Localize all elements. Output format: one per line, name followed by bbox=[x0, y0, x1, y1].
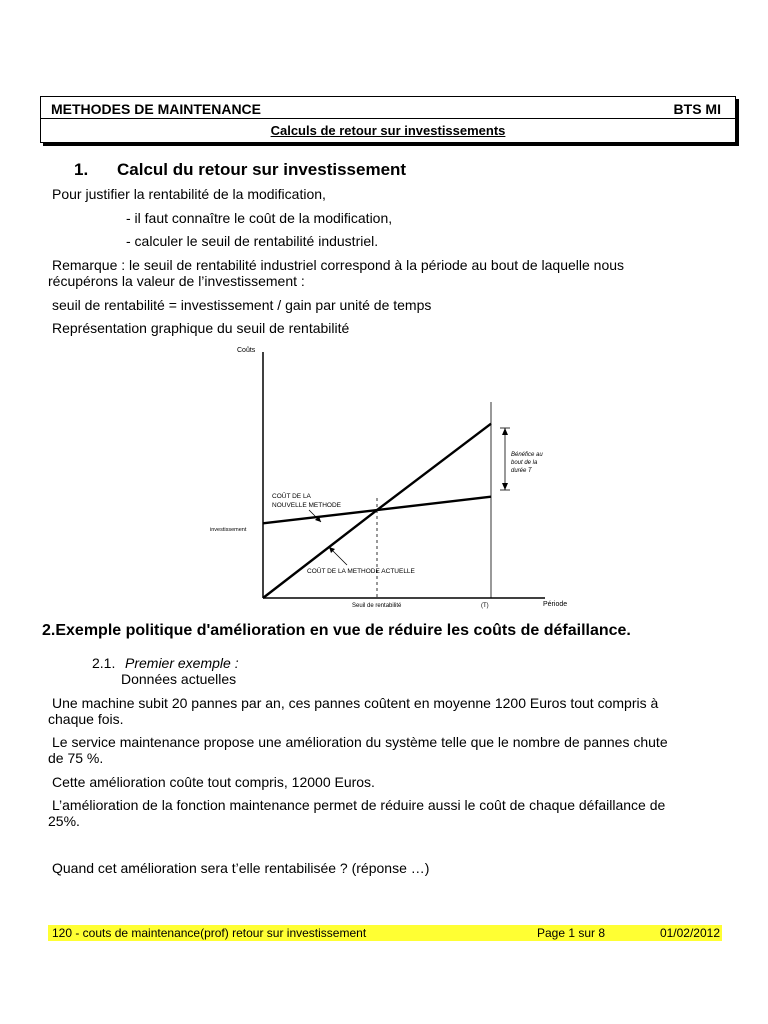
document-header bbox=[40, 96, 736, 143]
break-even-chart bbox=[205, 340, 575, 612]
graph-caption: Représentation graphique du seuil de rentabilité bbox=[52, 320, 350, 336]
benefit-label: Bénéfice au bbox=[511, 452, 543, 458]
paragraph-text: L’amélioration de la fonction maintenance permet de réduire aussi le coût de chaque défaillance de bbox=[52, 797, 666, 813]
paragraph-text: chaque fois. bbox=[48, 711, 124, 727]
x-axis-label: Période bbox=[543, 601, 568, 608]
arrow-head bbox=[502, 428, 508, 435]
data-label: Données actuelles bbox=[121, 671, 237, 687]
y-axis-label: Coûts bbox=[237, 347, 256, 354]
bullet-item: - il faut connaître le coût de la modification, bbox=[126, 210, 393, 226]
section1-title: Calcul du retour sur investissement bbox=[117, 160, 407, 179]
footer-date: 01/02/2012 bbox=[659, 926, 720, 940]
section1-number: 1. bbox=[74, 160, 89, 179]
formula-text: seuil de rentabilité = investissement / gain par unité de temps bbox=[52, 297, 432, 313]
benefit-label: bout de la bbox=[511, 460, 538, 466]
header-divider bbox=[41, 118, 735, 119]
section2-title: 2.Exemple politique d'amélioration en vue de réduire les coûts de défaillance. bbox=[42, 622, 631, 639]
paragraph-text: Une machine subit 20 pannes par an, ces pannes coûtent en moyenne 1200 Euros tout compris à bbox=[52, 695, 659, 711]
label-current-method: COÛT DE LA METHODE ACTUELLE bbox=[307, 568, 415, 575]
paragraph-text: 25%. bbox=[48, 813, 80, 829]
label-new-method: NOUVELLE METHODE bbox=[272, 502, 341, 509]
x-tick-label: Seuil de rentabilité bbox=[352, 603, 402, 609]
paragraph-text: Cette amélioration coûte tout compris, 12000 Euros. bbox=[52, 774, 375, 790]
paragraph-text: de 75 %. bbox=[48, 750, 104, 766]
remark-text: récupérons la valeur de l’investissement : bbox=[48, 273, 305, 289]
label-new-method: COÛT DE LA bbox=[272, 493, 311, 500]
footer-page-number: Page 1 sur 8 bbox=[537, 926, 606, 940]
header-subtitle: Calculs de retour sur investissements bbox=[270, 123, 506, 138]
subsection-number: 2.1. bbox=[92, 655, 116, 671]
header-title: METHODES DE MAINTENANCE bbox=[51, 101, 262, 117]
section1-intro: Pour justifier la rentabilité de la modification, bbox=[52, 186, 326, 202]
footer-filename: 120 - couts de maintenance(prof) retour sur investissement bbox=[52, 926, 367, 940]
y-tick-label: investissement bbox=[210, 527, 247, 533]
benefit-label: durée T bbox=[511, 468, 532, 474]
question-text: Quand cet amélioration sera t’elle rentabilisée ? (réponse …) bbox=[52, 860, 430, 876]
subsection-title: Premier exemple : bbox=[125, 655, 239, 671]
x-tick-label: (T) bbox=[481, 603, 489, 609]
page-footer bbox=[48, 925, 722, 941]
header-class: BTS MI bbox=[673, 101, 721, 117]
paragraph-text: Le service maintenance propose une amélioration du système telle que le nombre de pannes chute bbox=[52, 734, 668, 750]
bullet-item: - calculer le seuil de rentabilité industriel. bbox=[126, 233, 379, 249]
remark-text: Remarque : le seuil de rentabilité industriel correspond à la période au bout de laquelle nous bbox=[52, 257, 625, 273]
arrow-head bbox=[502, 483, 508, 490]
